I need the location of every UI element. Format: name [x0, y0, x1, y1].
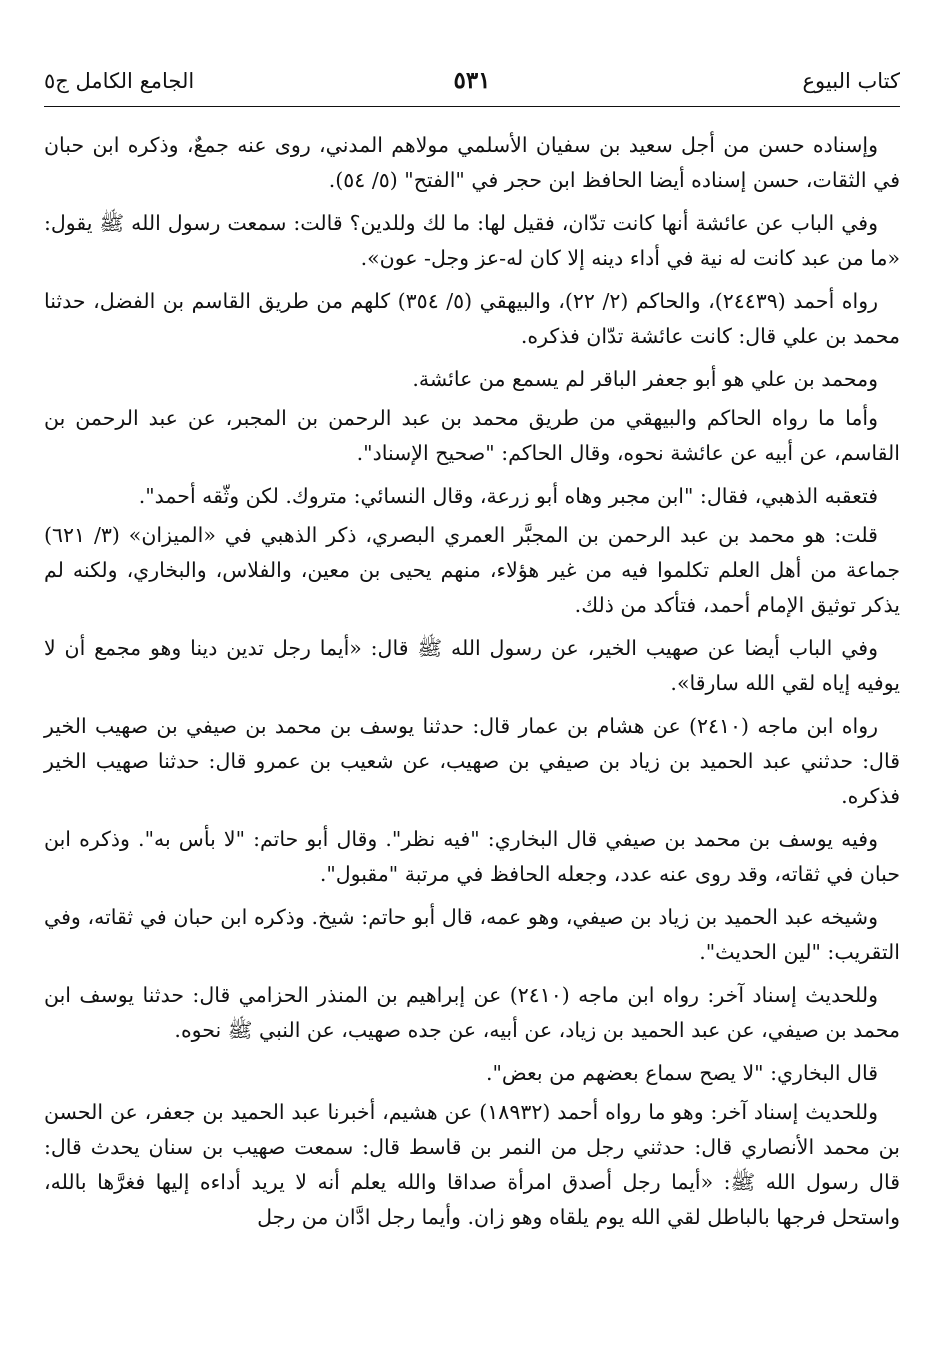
paragraph: قال البخاري: "لا يصح سماع بعضهم من بعض". [485, 1061, 878, 1085]
paragraph: قلت: هو محمد بن عبد الرحمن بن المجبَّر العمري البصري، ذكر الذهبي في «الميزان» (٣/ ٦٢١) جماعة من أهل العلم تكلموا فيه من غير هؤلاء، منهم يحيى بن معين، والفلاس، والبخاري، ولكنه لم يذكر توثيق الإمام أحمد، فتأكد من ذلك. [44, 523, 900, 617]
paragraph: وفي الباب أيضا عن صهيب الخير، عن رسول الله ﷺ قال: «أيما رجل تدين دينا وهو مجمع أن لا يوفيه إياه لقي الله سارقا». [44, 636, 900, 695]
book-section-title: كتاب البيوع [802, 69, 900, 93]
header-rule [44, 106, 900, 107]
paragraph: وشيخه عبد الحميد بن زياد بن صيفي، وهو عمه، قال أبو حاتم: شيخ. وذكره ابن حبان في ثقاته، وفي التقريب: "لين الحديث". [44, 905, 900, 964]
paragraph: وفيه يوسف بن محمد بن صيفي قال البخاري: "فيه نظر". وقال أبو حاتم: "لا بأس به". وذكره ابن حبان في ثقاته، وقد روى عنه عدد، وجعله الحافظ في مرتبة "مقبول". [44, 827, 900, 886]
paragraph: وأما ما رواه الحاكم والبيهقي من طريق محمد بن عبد الرحمن بن المجبر، عن عبد الرحمن بن القاسم، عن أبيه عن عائشة نحوه، وقال الحاكم: "صحيح الإسناد". [44, 406, 900, 465]
paragraph: وللحديث إسناد آخر: وهو ما رواه أحمد (١٨٩٣٢) عن هشيم، أخبرنا عبد الحميد بن جعفر، عن الحسن بن محمد الأنصاري قال: حدثني رجل من النمر بن قاسط قال: سمعت صهيب بن سنان يحدث قال: قال رسول الله ﷺ: «أيما رجل أصدق امرأة صداقا والله يعلم أنه لا يريد أداءه إليها فغرَّها بالله، واستحل فرجها بالباطل لقي الله يوم يلقاه وهو زان. وأيما رجل ادَّان من رجل [44, 1100, 900, 1229]
paragraph: وللحديث إسناد آخر: رواه ابن ماجه (٢٤١٠) عن إبراهيم بن المنذر الحزامي قال: حدثنا يوسف ابن محمد بن صيفي، عن عبد الحميد بن زياد، عن أبيه، عن جده صهيب، عن النبي ﷺ نحوه. [44, 983, 900, 1042]
page-header [44, 66, 900, 104]
paragraph: وفي الباب عن عائشة أنها كانت تدّان، فقيل لها: ما لك وللدين؟ قالت: سمعت رسول الله ﷺ يقول: «ما من عبد كانت له نية في أداء دينه إلا كان له-عز وجل- عون». [44, 211, 900, 270]
paragraph: رواه ابن ماجه (٢٤١٠) عن هشام بن عمار قال: حدثنا يوسف بن محمد بن صيفي بن صهيب الخير قال: حدثني عبد الحميد بن زياد بن صيفي بن صهيب، عن شعيب بن عمرو قال: حدثنا صهيب الخير فذكره. [44, 714, 900, 808]
paragraph: رواه أحمد (٢٤٤٣٩)، والحاكم (٢/ ٢٢)، والبيهقي (٥/ ٣٥٤) كلهم من طريق القاسم بن الفضل، حدثنا محمد بن علي قال: كانت عائشة تدّان فذكره. [44, 289, 900, 348]
page-number: ٥٣١ [453, 67, 491, 94]
paragraph: فتعقبه الذهبي، فقال: "ابن مجبر وهاه أبو زرعة، وقال النسائي: متروك. لكن وثّقه أحمد". [138, 484, 878, 508]
paragraph: ومحمد بن علي هو أبو جعفر الباقر لم يسمع من عائشة. [412, 367, 878, 391]
book-title: الجامع الكامل ج٥ [44, 69, 195, 93]
page-body [44, 128, 900, 1243]
paragraph: وإسناده حسن من أجل سعيد بن سفيان الأسلمي مولاهم المدني، روى عنه جمعٌ، وذكره ابن حبان في الثقات، حسن إسناده أيضا الحافظ ابن حجر في "الفتح" (٥/ ٥٤). [44, 133, 900, 192]
